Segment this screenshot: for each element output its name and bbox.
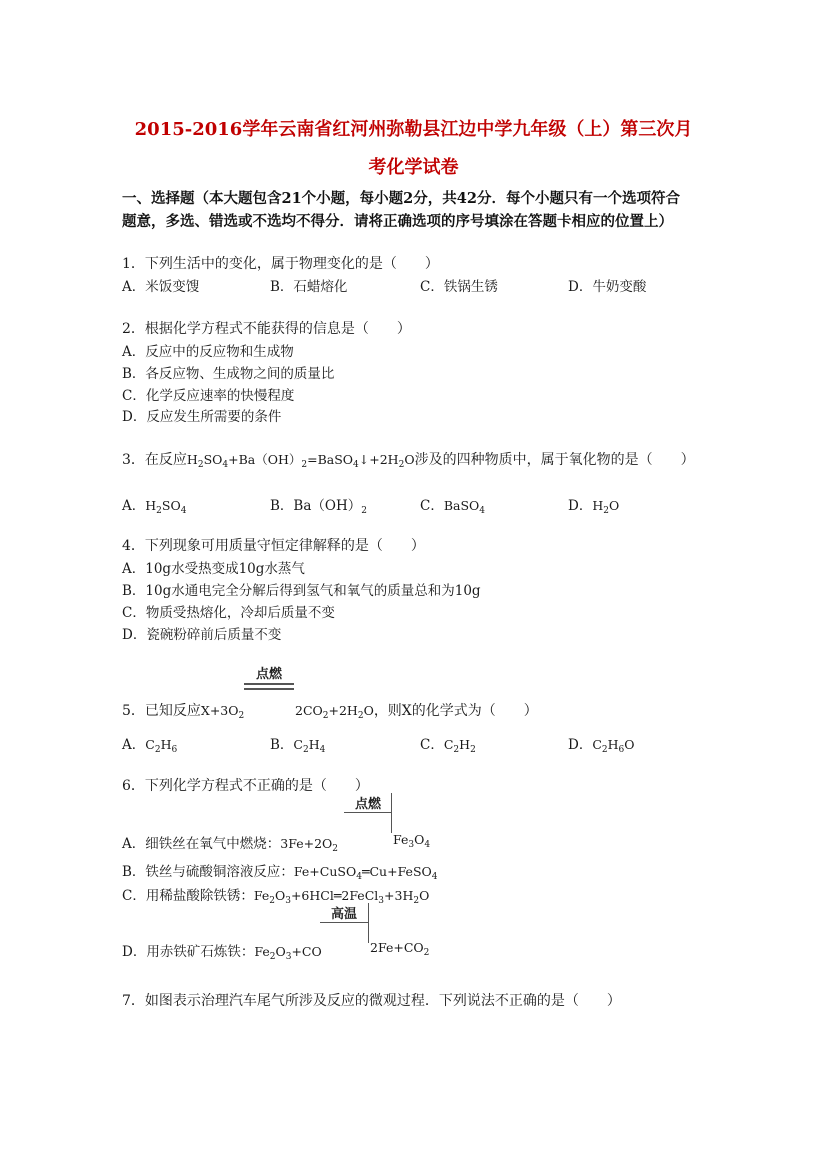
- q5-products: $2CO_2+2H_2O$，则X的化学式为（ ）: [295, 703, 538, 721]
- q5-option-a: A．$C_2H_6$: [122, 737, 178, 755]
- page-title-line1: 2015-2016学年云南省红河州弥勒县江边中学九年级（上）第三次月: [134, 119, 693, 140]
- q1-option-b: B．石蜡熔化: [270, 279, 348, 295]
- q2-stem: 2．根据化学方程式不能获得的信息是（ ）: [122, 321, 411, 337]
- q1-option-d: D．牛奶变酸: [568, 279, 647, 295]
- q3-option-d: D．$H_2O$: [568, 498, 620, 516]
- q1-stem: 1．下列生活中的变化，属于物理变化的是（ ）: [122, 256, 439, 272]
- q5-condition: 点燃: [255, 667, 282, 682]
- q5-arrow-bar-top: [244, 683, 294, 685]
- q2-option-c: C．化学反应速率的快慢程度: [122, 388, 295, 404]
- q7-stem: 7．如图表示治理汽车尾气所涉及反应的微观过程．下列说法不正确的是（ ）: [122, 993, 621, 1009]
- q6-a-condition: 点燃: [354, 797, 381, 812]
- q1-option-a: A．米饭变馊: [122, 279, 200, 295]
- q6-option-d: D．用赤铁矿石炼铁：$Fe_2O_3+CO$: [122, 944, 322, 962]
- q5-option-c: C．$C_2H_2$: [420, 737, 476, 755]
- q6-option-c: C．用稀盐酸除铁锈：$Fe_2O_3+6HCl═2FeCl_3+3H_2O$: [122, 888, 430, 906]
- q6-d-condition: 高温: [330, 907, 357, 922]
- q3-suffix: 涉及的四种物质中，属于氧化物的是（ ）: [414, 452, 695, 468]
- q4-stem: 4．下列现象可用质量守恒定律解释的是（ ）: [122, 538, 425, 554]
- q1-option-c: C．铁锅生锈: [420, 279, 498, 295]
- q3-stem: [122, 449, 695, 469]
- section-header-line1: 一、选择题（本大题包含21个小题，每小题2分，共42分．每个小题只有一个选项符合: [122, 190, 680, 207]
- q4-option-b: B．10g水通电完全分解后得到氢气和氧气的质量总和为10g: [122, 583, 481, 599]
- q6-a-arrow-bar: [344, 812, 392, 813]
- q4-option-c: C．物质受热熔化，冷却后质量不变: [122, 605, 335, 621]
- q2-option-a: A．反应中的反应物和生成物: [122, 344, 294, 360]
- section-header-line2: 题意，多选、错选或不选均不得分．请将正确选项的序号填涂在答题卡相应的位置上）: [122, 213, 673, 230]
- q6-a-bracket: [391, 793, 392, 833]
- q6-option-a: A．细铁丝在氧气中燃烧：$3Fe+2O_2$: [122, 836, 338, 854]
- q5-option-b: B．$C_2H_4$: [270, 737, 326, 755]
- q3-option-b: B．$Ba(OH)_2$: [270, 498, 367, 516]
- q3-equation: $H_2SO_4+Ba(OH)_2=BaSO_4↓+2H_2O$: [186, 452, 415, 470]
- q4-option-d: D．瓷碗粉碎前后质量不变: [122, 627, 282, 643]
- q3-prefix: 3．在反应: [122, 452, 187, 468]
- q6-d-bracket: [368, 903, 369, 943]
- q6-option-a-product: $Fe_3O_4$: [393, 832, 431, 850]
- q4-option-a: A．10g水受热变成10g水蒸气: [122, 561, 305, 577]
- q5-stem: 5．已知反应$X+3O_2$: [122, 703, 245, 721]
- q6-stem: 6．下列化学方程式不正确的是（ ）: [122, 778, 369, 794]
- q6-option-b: B．铁丝与硫酸铜溶液反应：Fe+CuSO$_4$═Cu+FeSO$_4$: [122, 864, 438, 882]
- q5-arrow-bar-bottom: [244, 688, 294, 690]
- q6-d-arrow-bar: [320, 922, 368, 923]
- q3-option-c: C．BaSO$_4$: [420, 498, 486, 516]
- q6-option-d-product: $2Fe+CO_2$: [370, 940, 430, 958]
- q5-option-d: D．$C_2H_6O$: [568, 737, 635, 755]
- q3-option-a: A．$H_2SO_4$: [122, 498, 187, 516]
- q2-option-b: B．各反应物、生成物之间的质量比: [122, 366, 335, 382]
- page-title-line2: 考化学试卷: [368, 157, 459, 178]
- q2-option-d: D．反应发生所需要的条件: [122, 409, 282, 425]
